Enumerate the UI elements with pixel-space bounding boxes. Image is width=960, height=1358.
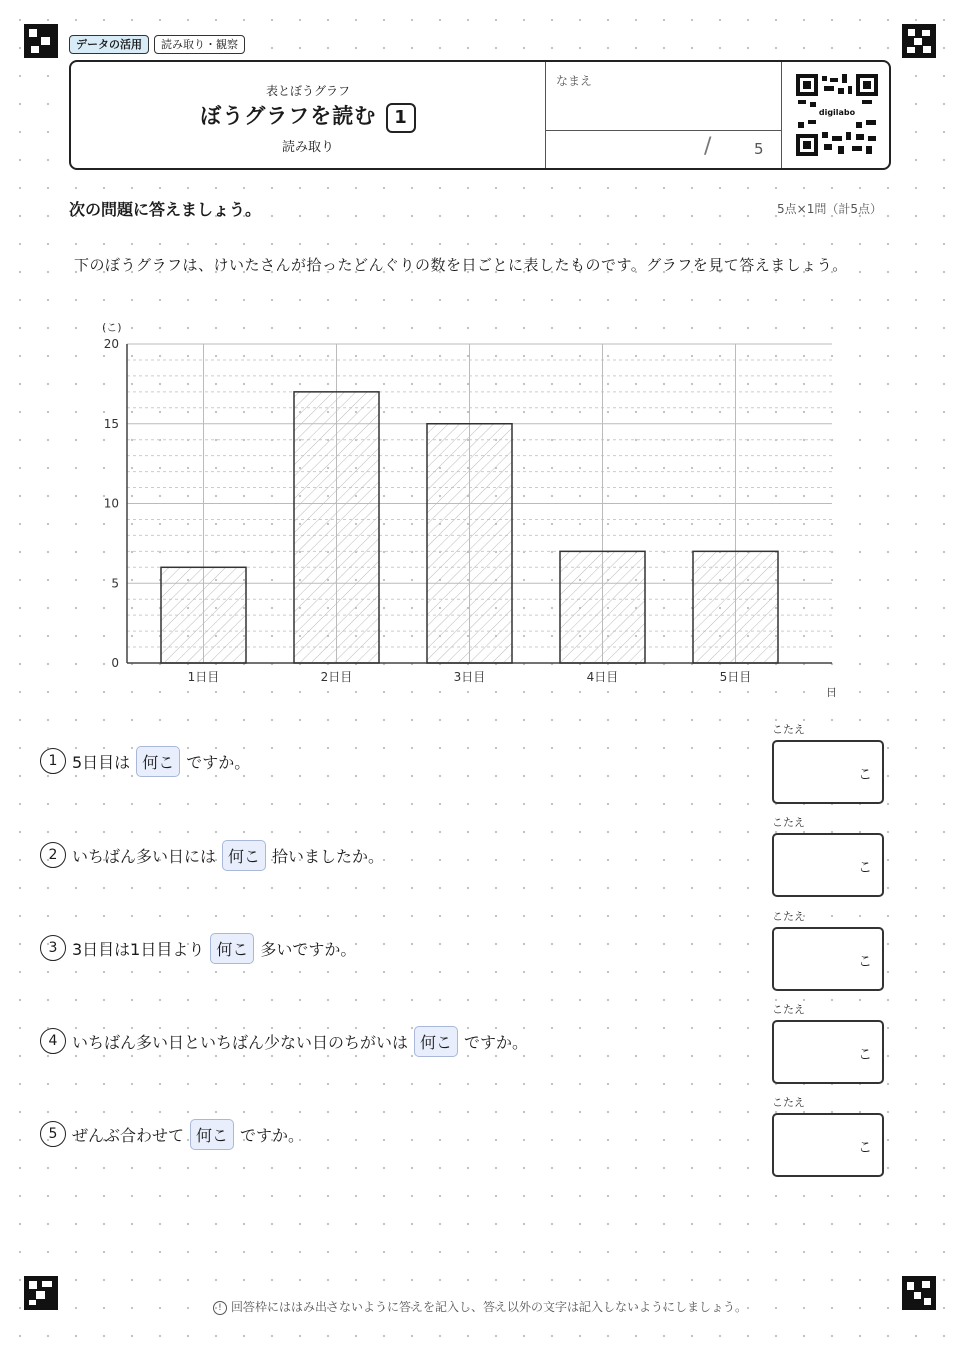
question-text-pre: ぜんぶ合わせて xyxy=(72,1125,185,1145)
question-number: 3 xyxy=(40,935,66,961)
answer-label: こたえ xyxy=(772,910,805,923)
question-number: 4 xyxy=(40,1028,66,1054)
lead-text: 下のぼうグラフは、けいたさんが拾ったどんぐりの数を日ごとに表したものです。グラフを見て答えましょう。 xyxy=(74,256,848,274)
question-3 xyxy=(40,931,356,965)
question-text-post: 多いですか。 xyxy=(260,939,357,959)
tag-subject: データの活用 xyxy=(69,35,149,54)
qr-area xyxy=(781,62,890,168)
question-text-pre: 5日目は xyxy=(72,752,131,772)
x-axis-unit: 日 xyxy=(826,686,837,699)
bar-fill xyxy=(560,551,645,663)
question-number: 1 xyxy=(40,748,66,774)
bar-fill xyxy=(161,567,246,663)
score-max: 5 xyxy=(754,140,764,158)
question-text-pre: いちばん多い日といちばん少ない日のちがいは xyxy=(72,1032,409,1052)
worksheet-header xyxy=(69,60,891,170)
unit-subtitle: 表とぼうグラフ xyxy=(265,84,350,98)
question-1 xyxy=(40,744,250,778)
question-blank: 何こ xyxy=(222,840,266,871)
answer-box-1[interactable] xyxy=(772,740,884,804)
corner-marker-top-left xyxy=(24,24,58,58)
question-text-post: ですか。 xyxy=(186,752,251,772)
skill-subtitle: 読み取り xyxy=(281,140,334,155)
name-field[interactable] xyxy=(545,62,782,131)
question-text-pre: 3日目は1日目より xyxy=(72,939,205,959)
qr-code-icon xyxy=(796,74,878,156)
answer-box-2[interactable] xyxy=(772,833,884,897)
question-blank: 何こ xyxy=(136,746,180,777)
question-text-pre: いちばん多い日には xyxy=(72,846,217,866)
question-5 xyxy=(40,1117,304,1151)
question-2 xyxy=(40,838,384,872)
x-tick-label: 1日目 xyxy=(187,670,220,684)
score-field[interactable] xyxy=(545,130,782,168)
answer-box-5[interactable] xyxy=(772,1113,884,1177)
question-4 xyxy=(40,1024,528,1058)
question-text-post: ですか。 xyxy=(240,1125,305,1145)
tag-skill: 読み取り・観察 xyxy=(154,35,245,54)
y-tick-label: 15 xyxy=(103,416,119,431)
y-tick-label: 20 xyxy=(103,337,119,351)
points-info: 5点×1問（計5点） xyxy=(777,202,882,216)
page-title xyxy=(71,100,545,133)
question-blank: 何こ xyxy=(190,1119,234,1150)
answer-box-4[interactable] xyxy=(772,1020,884,1084)
answer-label: こたえ xyxy=(772,816,805,829)
name-label: なまえ xyxy=(556,74,593,88)
question-text-post: ですか。 xyxy=(464,1032,529,1052)
bar-fill xyxy=(427,424,512,663)
question-text-post: 拾いましたか。 xyxy=(272,846,385,866)
bar-chart xyxy=(60,314,860,709)
x-tick-label: 4日目 xyxy=(586,670,619,684)
answer-unit: こ xyxy=(858,860,872,876)
y-tick-label: 10 xyxy=(103,496,119,511)
qr-label: digilabo xyxy=(796,107,878,118)
answer-label: こたえ xyxy=(772,1096,805,1109)
bar-fill xyxy=(294,392,379,663)
answer-label: こたえ xyxy=(772,723,805,736)
answer-unit: こ xyxy=(858,954,872,970)
footer-text: 回答枠にははみ出さないように答えを記入し、答え以外の文字は記入しないようにしましょう。 xyxy=(230,1300,747,1314)
answer-box-3[interactable] xyxy=(772,927,884,991)
x-tick-label: 2日目 xyxy=(320,670,353,684)
worksheet-number: 1 xyxy=(386,103,416,133)
info-icon: ! xyxy=(213,1301,227,1315)
score-slash: / xyxy=(704,134,712,159)
category-tags xyxy=(69,35,245,54)
x-tick-label: 3日目 xyxy=(453,670,486,684)
answer-unit: こ xyxy=(858,1140,872,1156)
question-number: 5 xyxy=(40,1121,66,1147)
title-area xyxy=(71,62,545,168)
corner-marker-top-right xyxy=(902,24,936,58)
footer-note xyxy=(0,1298,960,1315)
question-blank: 何こ xyxy=(210,933,254,964)
instruction: 次の問題に答えましょう。 xyxy=(69,200,262,219)
answer-unit: こ xyxy=(858,767,872,783)
y-tick-label: 0 xyxy=(111,656,119,670)
y-tick-label: 5 xyxy=(111,576,119,591)
answer-unit: こ xyxy=(858,1047,872,1063)
y-axis-unit: (こ) xyxy=(102,321,122,334)
question-number: 2 xyxy=(40,842,66,868)
answer-label: こたえ xyxy=(772,1003,805,1016)
bar-fill xyxy=(693,551,778,663)
page-title-text: ぼうグラフを読む xyxy=(200,104,377,128)
question-blank: 何こ xyxy=(414,1026,458,1057)
x-tick-label: 5日目 xyxy=(719,670,752,684)
